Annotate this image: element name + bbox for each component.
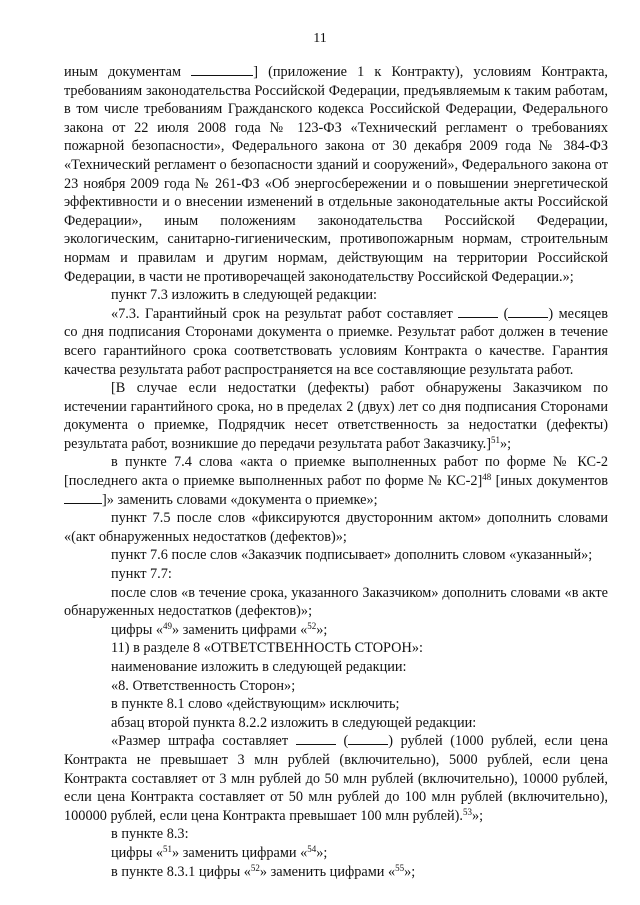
blank-field	[348, 732, 388, 745]
paragraph-16: «Размер штрафа составляет ( ) рублей (1000 рублей, если цена Контракта не превышает 3 млн рублей (включительно), 5000 рублей, если цена Контракта составляет от 3 млн рублей до 50 млн рублей (включительно), 10000 рублей, если цена Контракта составляет от 50 млн рублей до 100 млн рублей (включительно), 100000 рублей, если цена Контракта превышает 100 млн рублей).$^{53}$»;	[64, 733, 609, 824]
blank-field	[64, 491, 102, 504]
page-number: 11	[313, 31, 327, 46]
blank-field	[191, 63, 253, 76]
paragraph-11: 11) в разделе 8 «ОТВЕТСТВЕННОСТЬ СТОРОН»:	[111, 640, 423, 657]
paragraph-15: абзац второй пункта 8.2.2 изложить в следующей редакции:	[111, 714, 477, 731]
footnote-ref: 54	[307, 843, 317, 854]
paragraph-12: наименование изложить в следующей редакции:	[111, 659, 407, 675]
paragraph-3: «7.3. Гарантийный срок на результат работ составляет ( ) месяцев со дня подписания Сторонами документа о приемке. Результат работ должен в течение всего гарантийного срока соответствовать условиям Контракта о качестве. Гарантия качества результата работ распространяется на все составляющие результата работ.	[64, 305, 608, 378]
blank-field	[296, 732, 336, 745]
paragraph-7: пункт 7.6 после слов «Заказчик подписывает» дополнить словом «указанный»;	[111, 547, 593, 564]
footnote-ref: 55	[395, 862, 405, 873]
footnote-ref: 51	[163, 843, 173, 854]
document-body	[64, 63, 608, 881]
paragraph-1: иным документам ] (приложение 1 к Контракту), условиям Контракта, требованиям законодательства Российской Федерации, предъявляемым к таким работам, в том числе требованиям Гражданского кодекса Российской Федерации, Федерального закона от 22 июля 2008 года № 123-ФЗ «Технический регламент о требованиях пожарной безопасности», Федерального закона от 30 декабря 2009 года № 384-ФЗ «Технический регламент о безопасности зданий и сооружений», Федерального закона от 23 ноября 2009 года № 261-ФЗ «Об энергосбережении и о повышении энергетической эффективности и о внесении изменений в отдельные законодательные акты Российской Федерации», иным положениям законодательства Российской Федерации, экологическим, санитарно-гигиеническим, противопожарным нормам, строительным нормам и правилам и другим нормам, действующим на территории Российской Федерации, в части не противоречащей законодательству Российской Федерации.»;	[64, 64, 608, 285]
paragraph-2: пункт 7.3 изложить в следующей редакции:	[111, 287, 378, 304]
paragraph-13: «8. Ответственность Сторон»;	[111, 677, 296, 694]
footnote-ref: 53	[462, 806, 472, 817]
footnote-ref: 52	[307, 620, 317, 631]
blank-field	[508, 305, 548, 318]
paragraph-14: в пункте 8.1 слово «действующим» исключить;	[111, 696, 400, 713]
paragraph-4: [В случае если недостатки (дефекты) работ обнаружены Заказчиком по истечении гарантийного срока, но в пределах 2 (двух) лет со дня подписания Сторонами документа о приемке, Подрядчик несет ответственность за недостатки (дефекты) результата работ, возникшие до передачи результата работ Заказчику.]$^{51}$»;	[64, 380, 608, 452]
paragraph-19: в пункте 8.3.1 цифры «$^{52}$» заменить цифрами «$^{55}$»;	[111, 862, 416, 880]
footnote-ref: 48	[482, 472, 492, 483]
paragraph-10: цифры «$^{49}$» заменить цифрами «$^{52}$»;	[111, 620, 328, 638]
paragraph-6: пункт 7.5 после слов «фиксируются двусторонним актом» дополнить словами «(акт обнаруженных недостатков (дефектов)»;	[64, 510, 608, 545]
paragraph-18: цифры «$^{51}$» заменить цифрами «$^{54}$»;	[111, 843, 328, 861]
footnote-ref: 49	[163, 620, 173, 631]
paragraph-9: после слов «в течение срока, указанного Заказчиком» дополнить словами «в акте обнаруженных недостатков (дефектов)»;	[64, 584, 608, 620]
paragraph-5: в пункте 7.4 слова «акта о приемке выполненных работ по форме № КС-2 [последнего акта о приемке выполненных работ по форме № КС-2]$^{48}$ [иных документов ]» заменить словами «документа о приемке»;	[64, 454, 608, 508]
blank-field	[458, 305, 498, 318]
footnote-ref: 52	[250, 862, 260, 873]
paragraph-17: в пункте 8.3:	[111, 826, 189, 843]
paragraph-8: пункт 7.7:	[111, 566, 172, 583]
footnote-ref: 51	[491, 434, 500, 445]
